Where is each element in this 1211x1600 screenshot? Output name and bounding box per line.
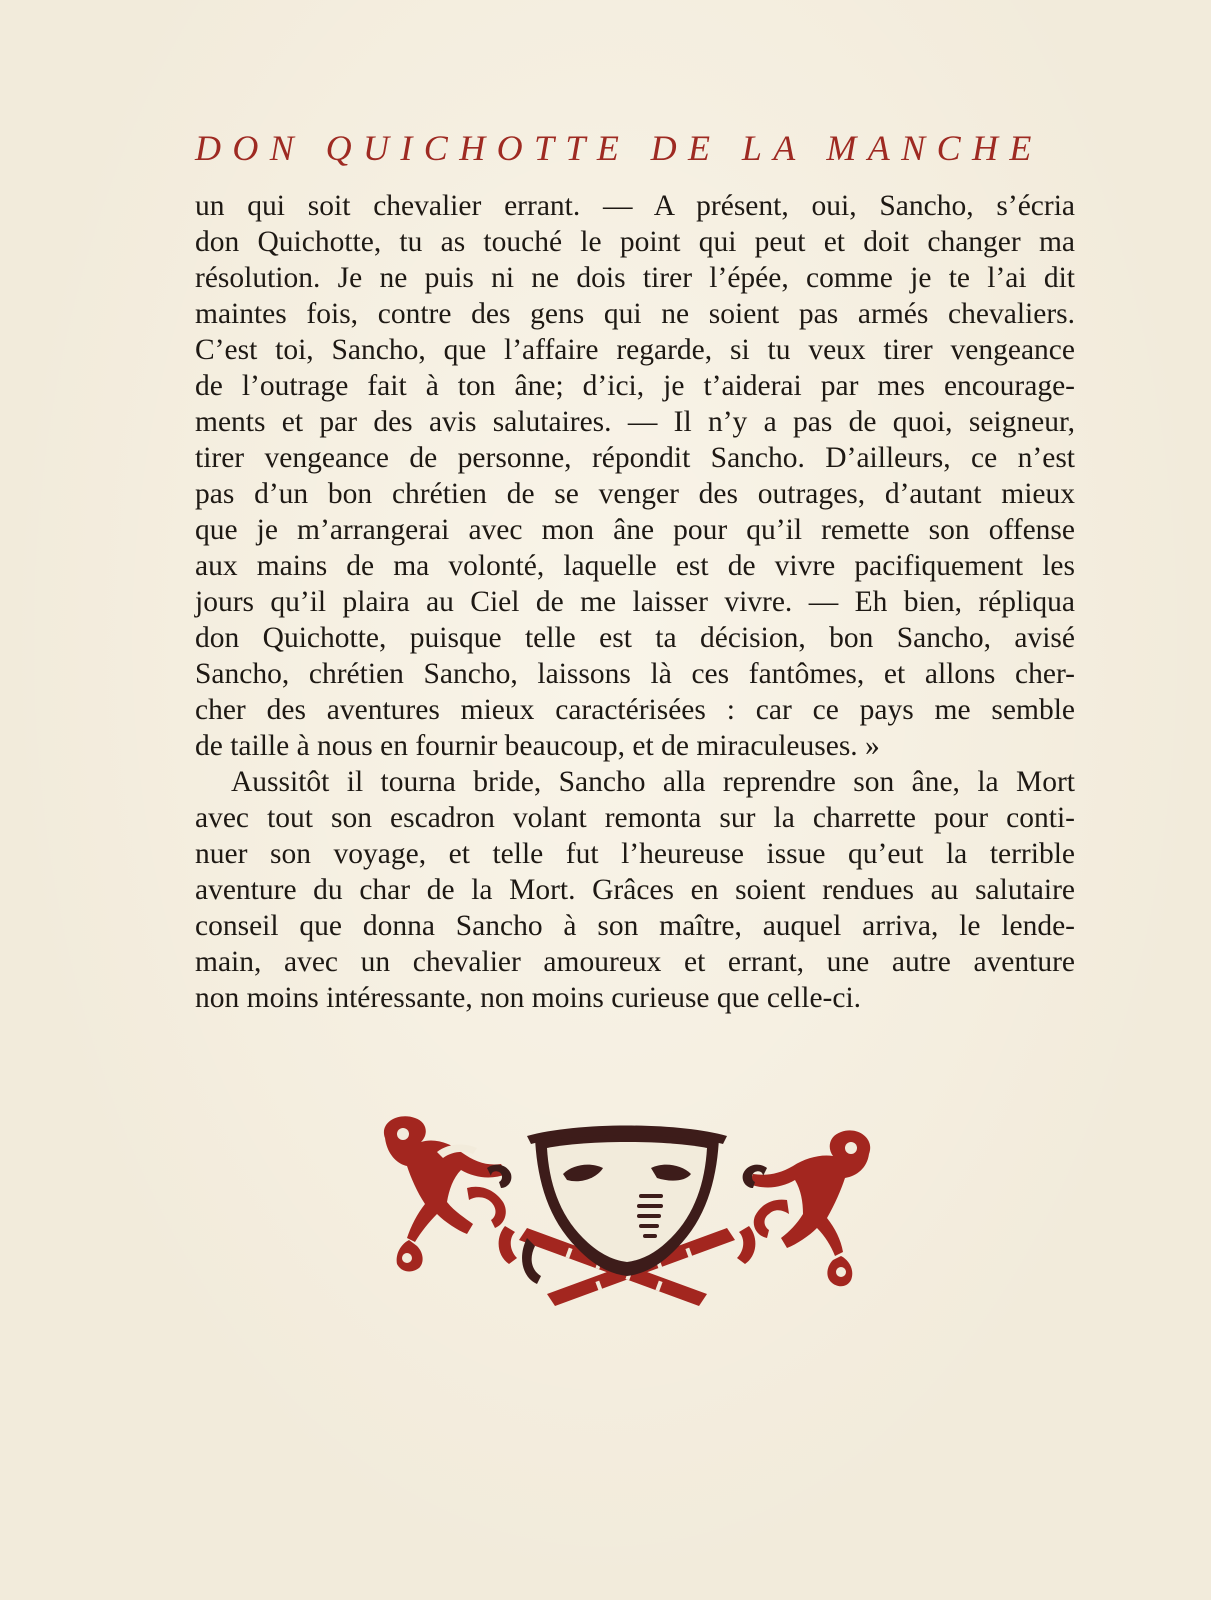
paragraph-1 <box>195 188 1075 764</box>
mask-icon <box>487 1126 767 1285</box>
text-line: avec tout son escadron volant remonta sur la charrette pour conti- <box>195 802 1075 834</box>
text-line: résolution. Je ne puis ni ne dois tirer l’épée, comme je te l’ai dit <box>195 262 1075 294</box>
text-line: C’est toi, Sancho, que l’affaire regarde, si tu veux tirer vengeance <box>195 334 1075 366</box>
right-figure-ornament <box>749 1130 870 1286</box>
body-text <box>195 188 1075 1016</box>
text-line: aux mains de ma volonté, laquelle est de vivre pacifiquement les <box>195 550 1075 582</box>
text-line: maintes fois, contre des gens qui ne soient pas armés chevaliers. <box>195 298 1075 330</box>
text-line: conseil que donna Sancho à son maître, auquel arriva, le lende- <box>195 910 1075 942</box>
text-line: pas d’un bon chrétien de se venger des outrages, d’autant mieux <box>195 478 1075 510</box>
text-line: don Quichotte, tu as touché le point qui peut et doit changer ma <box>195 226 1075 258</box>
text-line: que je m’arrangerai avec mon âne pour qu’il remette son offense <box>195 514 1075 546</box>
text-line: de taille à nous en fournir beaucoup, et de miraculeuses. » <box>195 730 880 762</box>
text-line: de l’outrage fait à ton âne; d’ici, je t’aiderai par mes encourage- <box>195 370 1075 402</box>
paragraph-2 <box>195 764 1075 1016</box>
text-line: non moins intéressante, non moins curieuse que celle-ci. <box>195 982 862 1014</box>
text-line: jours qu’il plaira au Ciel de me laisser vivre. — Eh bien, répliqua <box>195 586 1075 618</box>
text-line: nuer son voyage, et telle fut l’heureuse issue qu’eut la terrible <box>195 838 1075 870</box>
left-figure-ornament <box>384 1116 507 1271</box>
running-head: DON QUICHOTTE DE LA MANCHE <box>195 128 1043 168</box>
text-line: main, avec un chevalier amoureux et errant, une autre aventure <box>195 946 1075 978</box>
text-line: Sancho, chrétien Sancho, laissons là ces fantômes, et allons cher- <box>195 658 1075 690</box>
woodcut-ornament <box>377 1108 877 1308</box>
text-line: tirer vengeance de personne, répondit Sancho. D’ailleurs, ce n’est <box>195 442 1075 474</box>
text-line: Aussitôt il tourna bride, Sancho alla reprendre son âne, la Mort <box>231 766 1075 798</box>
text-line: don Quichotte, puisque telle est ta décision, bon Sancho, avisé <box>195 622 1075 654</box>
text-line: aventure du char de la Mort. Grâces en soient rendues au salutaire <box>195 874 1075 906</box>
text-line: ments et par des avis salutaires. — Il n’y a pas de quoi, seigneur, <box>195 406 1075 438</box>
text-line: cher des aventures mieux caractérisées : car ce pays me semble <box>195 694 1075 726</box>
text-line: un qui soit chevalier errant. — A présent, oui, Sancho, s’écria <box>195 190 1075 222</box>
